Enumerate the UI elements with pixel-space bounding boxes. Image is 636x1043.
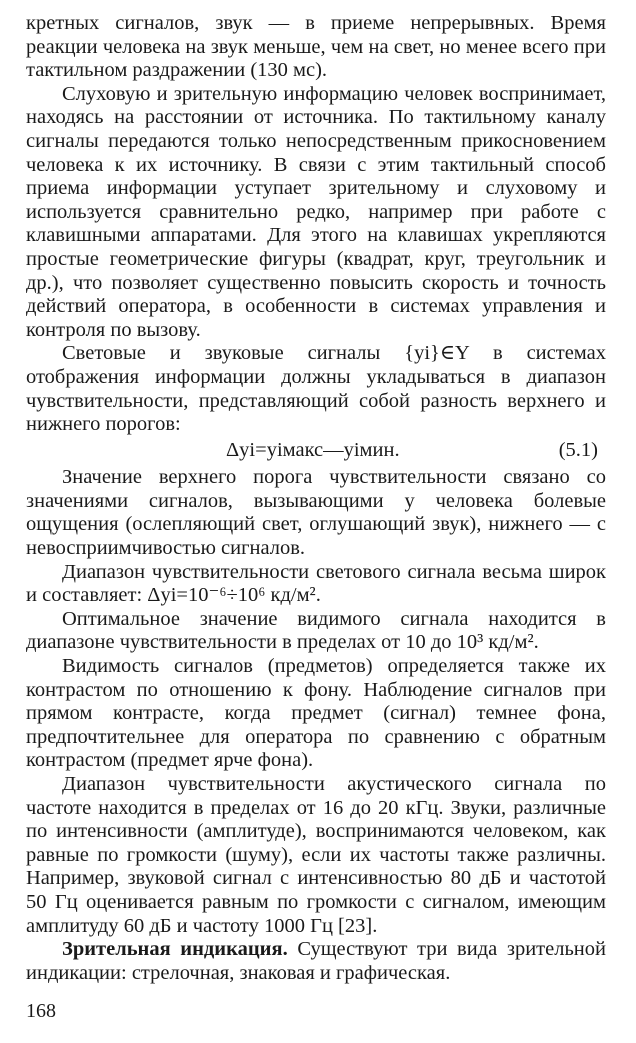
paragraph-8: Диапазон чувствительности акустического сигнала по частоте находится в пределах от 16 до 20 кГц. Звуки, различные по интенсивности (амплитуде), воспринимаются человеком, как равные по громкости (шуму), если их частоты также различны. Например, звуковой сигнал с интенсивностью 80 дБ и частотой 50 Гц оценивается равным по громкости с сигналом, имеющим амплитуду 60 дБ и частоту 1000 Гц [23]. xyxy=(26,773,606,937)
paragraph-2: Слуховую и зрительную информацию человек воспринимает, находясь на расстоянии от источника. По тактильному каналу сигналы передаются только непосредственным прикосновением человека к их источнику. В связи с этим тактильный способ приема информации уступает зрительному и слуховому и используется сравнительно редко, например при работе с клавишными аппаратами. Для этого на клавишах укрепляются простые геометрические фигуры (квадрат, круг, треугольник и др.), что позволяет существенно повысить скорость и точность действий оператора, в особенности в системах управления и контроля по вызову. xyxy=(26,82,606,341)
paragraph-1: кретных сигналов, звук — в приеме непрерывных. Время реакции человека на звук меньше, чем на свет, но менее всего при тактильном раздражении (130 мс). xyxy=(26,12,606,82)
paragraph-7: Видимость сигналов (предметов) определяется также их контрастом по отношению к фону. Наблюдение сигналов при прямом контрасте, когда предмет (сигнал) темнее фона, предпочтительнее для оператора по сравнению с обратным контрастом (предмет ярче фона). xyxy=(26,655,606,772)
page-number: 168 xyxy=(26,1000,56,1022)
formula-expression: Δyi=yiмакс—yiмин. xyxy=(226,438,400,461)
page-text xyxy=(26,12,606,985)
section-term: Зрительная индикация. xyxy=(62,938,288,961)
formula-number: (5.1) xyxy=(558,438,598,461)
paragraph-4: Значение верхнего порога чувствительности связано со значениями сигналов, вызывающими у человека болевые ощущения (ослепляющий свет, оглушающий звук), нижнего — с невосприимчивостью сигналов. xyxy=(26,466,606,560)
paragraph-6: Оптимальное значение видимого сигнала находится в диапазоне чувствительности в пределах от 10 до 10³ кд/м². xyxy=(26,607,606,654)
paragraph-9 xyxy=(26,938,606,985)
section-text: Существуют три вида зрительной индикации: стрелочная, знаковая и графическая. xyxy=(26,938,606,984)
paragraph-3: Световые и звуковые сигналы {yi}∈Y в системах отображения информации должны укладываться в диапазон чувствительности, представляющий собой разность верхнего и нижнего порогов: xyxy=(26,342,606,436)
formula-5-1 xyxy=(26,439,606,463)
paragraph-5: Диапазон чувствительности светового сигнала весьма широк и составляет: Δyi=10⁻⁶÷10⁶ кд/м². xyxy=(26,560,606,607)
